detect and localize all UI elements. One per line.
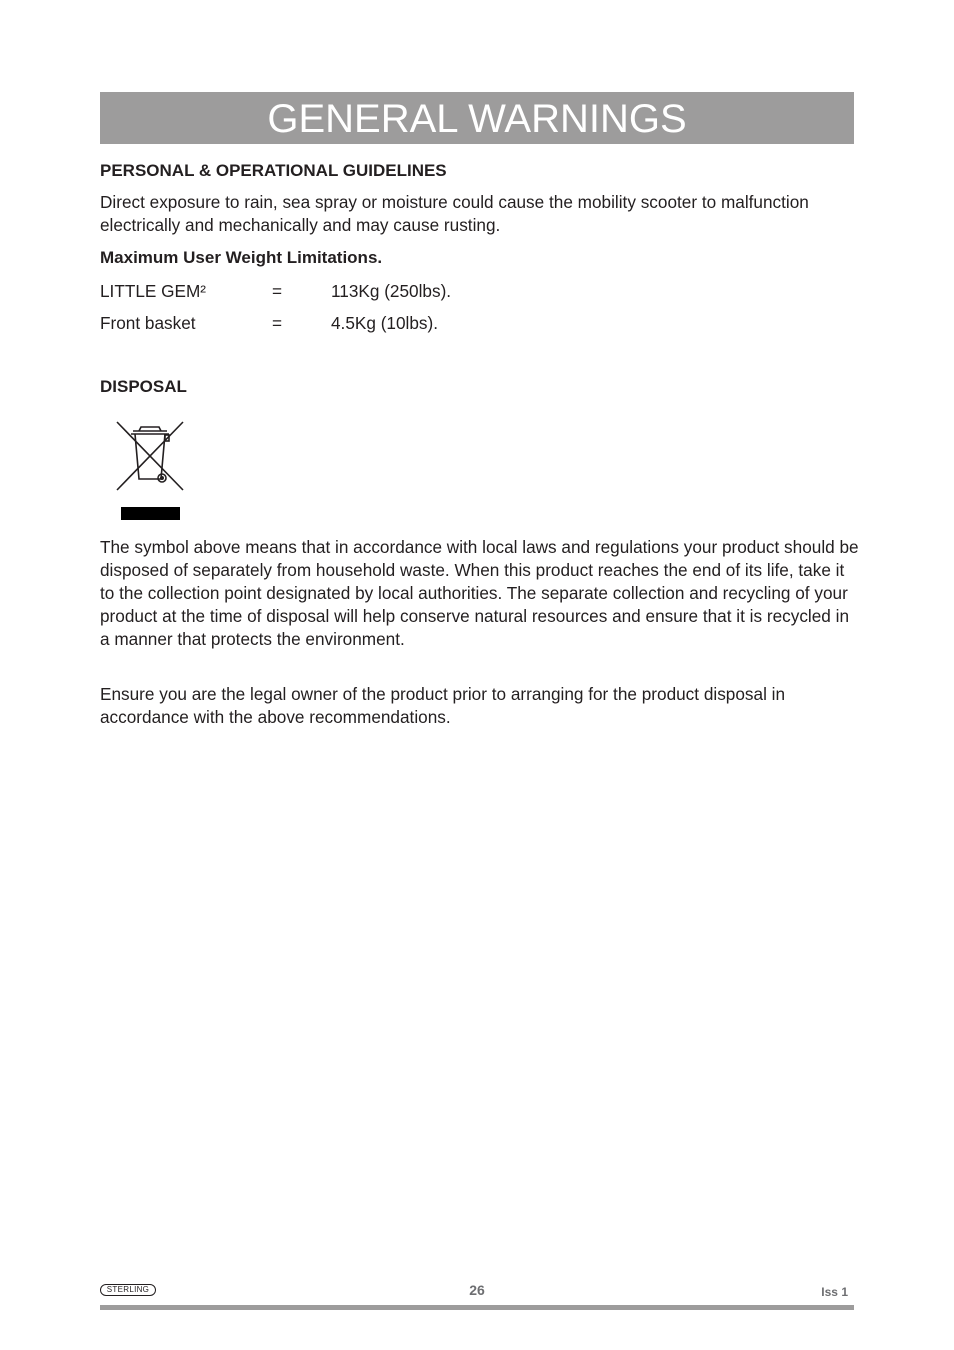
page-number: 26 bbox=[469, 1282, 485, 1298]
disposal-heading: DISPOSAL bbox=[100, 377, 187, 396]
weight-limits-heading: Maximum User Weight Limitations. bbox=[100, 248, 383, 267]
guidelines-heading: PERSONAL & OPERATIONAL GUIDELINES bbox=[100, 161, 447, 180]
crossed-out-wheelie-bin-icon bbox=[114, 419, 186, 521]
issue-number: Iss 1 bbox=[821, 1285, 848, 1299]
ownership-paragraph: Ensure you are the legal owner of the product prior to arranging for the product disposal in accordance with the above recommendations. bbox=[100, 684, 786, 727]
weight-item: Front basket bbox=[100, 313, 196, 333]
weight-equals: = bbox=[272, 313, 283, 333]
disposal-paragraph: The symbol above means that in accordance with local laws and regulations your product should be disposed of separately from household waste. When this product reaches the end of its life, take it to the collection point designated by local authorities. The separate collection and recycling of your product at the time of disposal will help conserve natural resources and ensure that it is recycled in a manner that protects the environment. bbox=[100, 537, 859, 649]
sterling-logo: STERLING bbox=[100, 1284, 156, 1296]
weight-equals: = bbox=[272, 281, 283, 301]
guidelines-paragraph: Direct exposure to rain, sea spray or moisture could cause the mobility scooter to malfunction electrically and mechanically and may cause rusting. bbox=[100, 192, 809, 235]
weight-value: 4.5Kg (10lbs). bbox=[331, 313, 439, 333]
weight-value: 113Kg (250lbs). bbox=[331, 281, 452, 301]
page-title: GENERAL WARNINGS bbox=[100, 92, 854, 144]
weight-item: LITTLE GEM² bbox=[100, 281, 207, 301]
footer-divider bbox=[100, 1305, 854, 1310]
